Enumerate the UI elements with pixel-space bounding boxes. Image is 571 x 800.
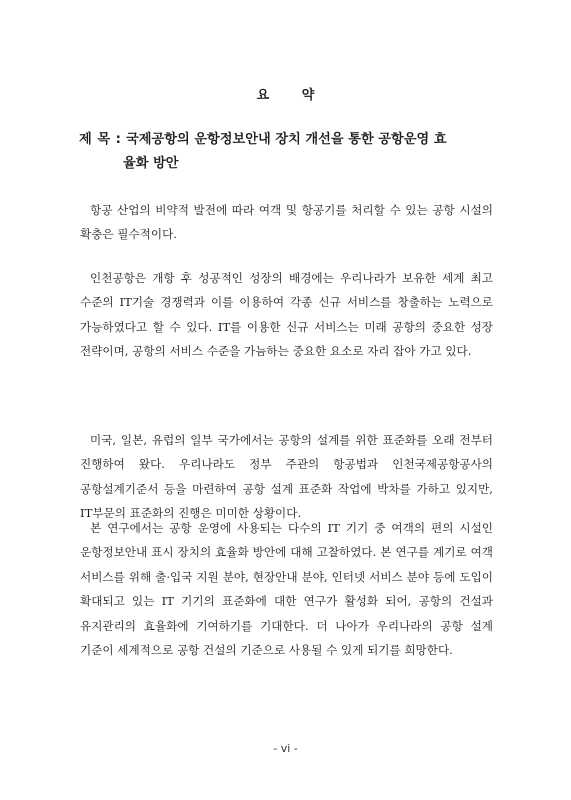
page-heading: 요 약	[256, 88, 329, 103]
document-title	[79, 128, 499, 176]
summary-paragraph-2: 인천공항은 개항 후 성공적인 성장의 배경에는 우리나라가 보유한 세계 최고 수준의 IT기술 경쟁력과 이를 이용하여 각종 신규 서비스를 창출하는 노력으로 가능하였다고 할 수 있다. IT를 이용한 신규 서비스는 미래 공항의 중요한 성장 전략이며, 공항의 서비스 수준을 가늠하는 중요한 요소로 자리 잡아 가고 있다.	[80, 271, 493, 359]
summary-paragraph-3: 미국, 일본, 유럽의 일부 국가에서는 공항의 설계를 위한 표준화를 오래 전부터 진행하여 왔다. 우리나라도 정부 주관의 항공법과 인천국제공항공사의 공항설계기준서 등을 마련하여 공항 설계 표준화 작업에 박차를 가하고 있지만, IT부문의 표준화의 진행은 미미한 상황이다.	[80, 433, 493, 521]
title-text-line-2: 율화 방안	[123, 156, 179, 171]
page-number: - vi -	[273, 742, 298, 755]
summary-paragraph-4: 본 연구에서는 공항 운영에 사용되는 다수의 IT 기기 중 여객의 편의 시설인 운항정보안내 표시 장치의 효율화 방안에 대해 고찰하였다. 본 연구를 계기로 여객 서비스를 위해 출·입국 지원 분야, 현장안내 분야, 인터넷 서비스 분야 등에 도입이 확대되고 있는 IT 기기의 표준화에 대한 연구가 활성화 되어, 공항의 건설과 유지관리의 효율화에 기여하기를 기대한다. 더 나아가 우리나라의 공항 설계 기준이 세계적으로 공항 건설의 기준으로 사용될 수 있게 되기를 희망한다.	[80, 521, 493, 658]
summary-paragraph-1: 항공 산업의 비약적 발전에 따라 여객 및 항공기를 처리할 수 있는 공항 시설의 확충은 필수적이다.	[80, 203, 493, 242]
title-text-line-1: 국제공항의 운항정보안내 장치 개선을 통한 공항운영 효	[126, 132, 447, 147]
title-label: 제 목 :	[79, 132, 122, 147]
title-line-1	[79, 128, 499, 152]
